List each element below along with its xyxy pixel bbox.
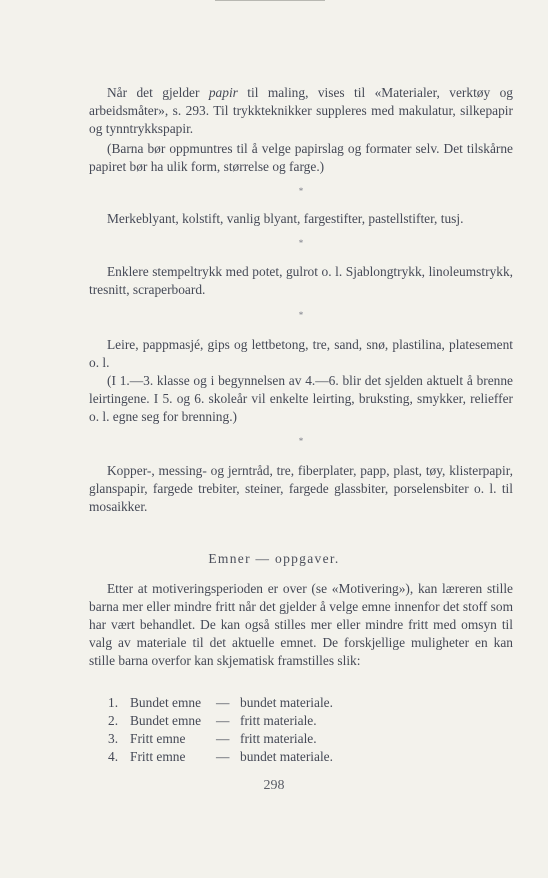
paragraph-barna <box>89 140 513 176</box>
paragraph-printing <box>89 263 513 299</box>
list-label: Fritt emne <box>130 731 186 746</box>
paragraph-text: Enklere stempeltrykk med potet, gulrot o. l. Sjablongtrykk, linoleumstrykk, tresnitt, scraperboard. <box>89 264 513 297</box>
paragraph-drawing-tools <box>89 210 513 228</box>
emphasis-text: papir <box>208 85 238 100</box>
list-item <box>108 748 333 766</box>
list-value: fritt materiale. <box>240 731 317 746</box>
list-dash: — <box>216 749 230 764</box>
list-label: Bundet emne <box>130 713 202 728</box>
list-label: Fritt emne <box>130 749 186 764</box>
paragraph-text: Leire, pappmasjé, gips og lettbetong, tre, sand, snø, plastilina, platesement o. l. <box>89 337 513 370</box>
page-number: 298 <box>263 778 285 793</box>
list-dash: — <box>216 713 230 728</box>
section-separator: * <box>298 436 304 446</box>
list-dash: — <box>216 695 230 710</box>
list-label: Bundet emne <box>130 695 202 710</box>
list-number: 1. <box>108 695 119 710</box>
list-value: fritt materiale. <box>240 713 317 728</box>
paragraph-text: (Barna bør oppmuntres til å velge papirslag og formater selv. Det tilskårne papiret bør ha ulik form, størrelse og farge.) <box>89 141 513 174</box>
list-number: 2. <box>108 713 119 728</box>
list-value: bundet materiale. <box>240 695 333 710</box>
paragraph-text: Etter at motiveringsperioden er over (se «Motivering»), kan læreren stille barna mer eller mindre fritt når det gjelder å velge emne innenfor det stoff som har vært behandlet. De kan også stilles mer eller mindre fritt med omsyn til valg av materiale til det aktuelle emnet. De forskjellige muligheter en kan stille barna overfor kan skjematisk framstilles slik: <box>89 581 513 668</box>
paragraph-materials <box>89 462 513 516</box>
paragraph-papir <box>89 84 513 138</box>
section-separator: * <box>298 186 304 196</box>
paragraph-themes <box>89 580 513 670</box>
paragraph-modelling <box>89 336 513 372</box>
paragraph-text: Merkeblyant, kolstift, vanlig blyant, fargestifter, pastellstifter, tusj. <box>107 211 464 226</box>
list-item <box>108 694 333 712</box>
paragraph-text: (I 1.—3. klasse og i begynnelsen av 4.—6. blir det sjelden aktuelt å brenne leirtingene. I 5. og 6. skoleår vil enkelte leirting, bruksting, smykker, relieffer o. l. egne seg for brenning.) <box>89 373 513 424</box>
section-separator: * <box>298 238 304 248</box>
list-item <box>108 730 317 748</box>
page-edge-line <box>215 0 325 1</box>
section-separator: * <box>298 310 304 320</box>
list-dash: — <box>216 731 230 746</box>
paragraph-text: til maling, vises til «Materialer, verktøy og arbeidsmåter», s. 293. Til trykkteknikker suppleres med makulatur, silkepapir og tynntrykkspapir. <box>89 85 513 136</box>
list-item <box>108 712 317 730</box>
section-heading: Emner — oppgaver. <box>208 551 340 566</box>
paragraph-firing <box>89 372 513 426</box>
paragraph-text: Kopper-, messing- og jerntråd, tre, fiberplater, papp, plast, tøy, klisterpapir, glanspapir, fargede trebiter, steiner, fargede glassbiter, porselensbiter o. l. til mosaikker. <box>89 463 513 514</box>
paragraph-text: Når det gjelder <box>107 85 209 100</box>
list-number: 3. <box>108 731 119 746</box>
list-number: 4. <box>108 749 119 764</box>
list-value: bundet materiale. <box>240 749 333 764</box>
